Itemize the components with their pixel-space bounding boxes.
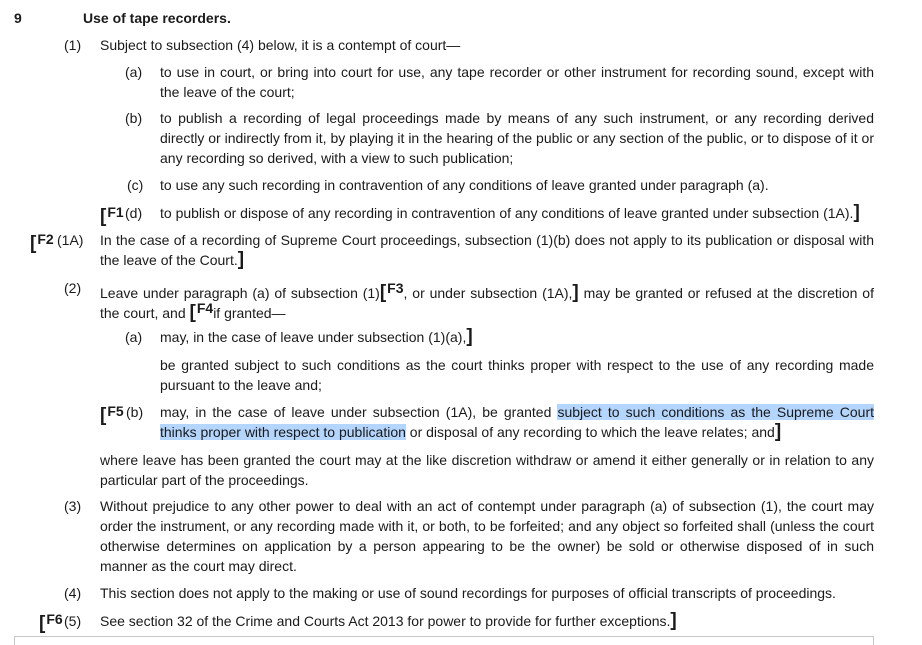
para-1c-number: (c) bbox=[127, 177, 144, 193]
sub1-text: Subject to subsection (4) below, it is a contempt of court— bbox=[100, 37, 461, 53]
sub3-number: (3) bbox=[64, 498, 82, 514]
sub2-line2: the court, and [F4if granted— bbox=[100, 300, 286, 323]
sub1A-text: In the case of a recording of Supreme Court proceedings, subsection (1)(b) does not apply to its publication or disposal with the leave of the Court.] bbox=[100, 232, 874, 270]
sub2-line1: Leave under paragraph (a) of subsection (1)[F3, or under subsection (1A),] may be granted or refused at the discretion of bbox=[100, 280, 874, 303]
sub1-number: (1) bbox=[64, 37, 82, 53]
para-2a-text: may, in the case of leave under subsection (1)(a),] bbox=[160, 326, 473, 347]
para-1c-text: to use any such recording in contravention of any conditions of leave granted under paragraph (a). bbox=[160, 177, 769, 193]
section-title: Use of tape recorders. bbox=[83, 10, 231, 26]
bracket-open: [ bbox=[189, 302, 196, 323]
bracket-close: ] bbox=[572, 282, 579, 303]
para-2b-line1: may, in the case of leave under subsection (1A), be granted subject to such conditions as the Supreme Court bbox=[160, 404, 874, 420]
para-1a-number: (a) bbox=[125, 64, 143, 80]
sub1A-amendment bbox=[30, 229, 54, 254]
bracket-open: [ bbox=[379, 282, 387, 303]
bracket-open: [ bbox=[100, 405, 107, 426]
footnote-f5-link[interactable]: F5 bbox=[107, 403, 124, 419]
selected-text[interactable]: subject to such conditions as the Supreme Court bbox=[557, 404, 874, 420]
para-1a-text: to use in court, or bring into court for use, any tape recorder or other instrument for recording sound, except with the leave of the court; bbox=[160, 64, 874, 100]
bracket-close: ] bbox=[670, 610, 677, 631]
para-2b-line2: thinks proper with respect to publication or disposal of any recording to which the leave relates; and] bbox=[160, 421, 782, 442]
sub3-text: Without prejudice to any other power to deal with an act of contempt under paragraph (a) of subsection (1), the court may order the instrument, or any recording made with it, or both, to be forfeited; and any object so forfeited shall (unless the court otherwise determines on application by a person appearing to be the owner) be sold or otherwise disposed of in such manner as the court may direct. bbox=[100, 498, 874, 574]
sub1A-number: (1A) bbox=[57, 232, 84, 248]
para-2a-number: (a) bbox=[125, 329, 143, 345]
bracket-close: ] bbox=[774, 421, 782, 442]
footer-divider-right bbox=[873, 636, 874, 645]
footer-divider bbox=[14, 636, 874, 637]
para-1d-amendment bbox=[100, 202, 124, 227]
sub5-amendment bbox=[39, 609, 63, 634]
bracket-open: [ bbox=[30, 233, 37, 254]
selected-text[interactable]: thinks proper with respect to publication bbox=[160, 424, 406, 440]
para-1b-text: to publish a recording of legal proceedings made by means of any such instrument, or any recording derived directly or indirectly from it, by playing it in the hearing of the public or any section of the public, or to dispose of it or any recording so derived, with a view to such publication; bbox=[160, 110, 874, 166]
sub5-number: (5) bbox=[64, 613, 82, 629]
section-number: 9 bbox=[14, 10, 22, 26]
sub5-text: See section 32 of the Crime and Courts Act 2013 for power to provide for further exceptions.] bbox=[100, 610, 677, 631]
bracket-open: [ bbox=[100, 206, 107, 227]
sub4-text: This section does not apply to the making or use of sound recordings for purposes of official transcripts of proceedings. bbox=[100, 585, 836, 601]
para-2b-amendment bbox=[100, 401, 124, 426]
para-2-continuation: be granted subject to such conditions as the court thinks proper with respect to the use of any recording made pursuant to the leave and; bbox=[160, 357, 874, 393]
bracket-close: ] bbox=[853, 202, 860, 223]
sub2-number: (2) bbox=[64, 280, 82, 296]
footnote-f4-link[interactable]: F4 bbox=[196, 300, 214, 316]
sub2-tail: where leave has been granted the court may at the like discretion withdraw or amend it either generally or in relation to any particular part of the proceedings. bbox=[100, 452, 874, 488]
bracket-close: ] bbox=[466, 326, 473, 347]
sub4-number: (4) bbox=[64, 585, 82, 601]
footnote-f6-link[interactable]: F6 bbox=[46, 611, 63, 627]
para-1d-text: to publish or dispose of any recording in contravention of any conditions of leave granted under subsection (1A).] bbox=[160, 202, 860, 223]
para-2b-number: (b) bbox=[126, 404, 144, 420]
para-1d-number: (d) bbox=[125, 205, 143, 221]
bracket-open: [ bbox=[39, 613, 46, 634]
para-1b-number: (b) bbox=[125, 110, 143, 126]
bracket-close: ] bbox=[237, 249, 245, 270]
footnote-f2-link[interactable]: F2 bbox=[37, 231, 54, 247]
footnote-f1-link[interactable]: F1 bbox=[107, 204, 124, 220]
footnote-f3-link[interactable]: F3 bbox=[387, 280, 404, 296]
footer-divider-left bbox=[14, 636, 15, 645]
